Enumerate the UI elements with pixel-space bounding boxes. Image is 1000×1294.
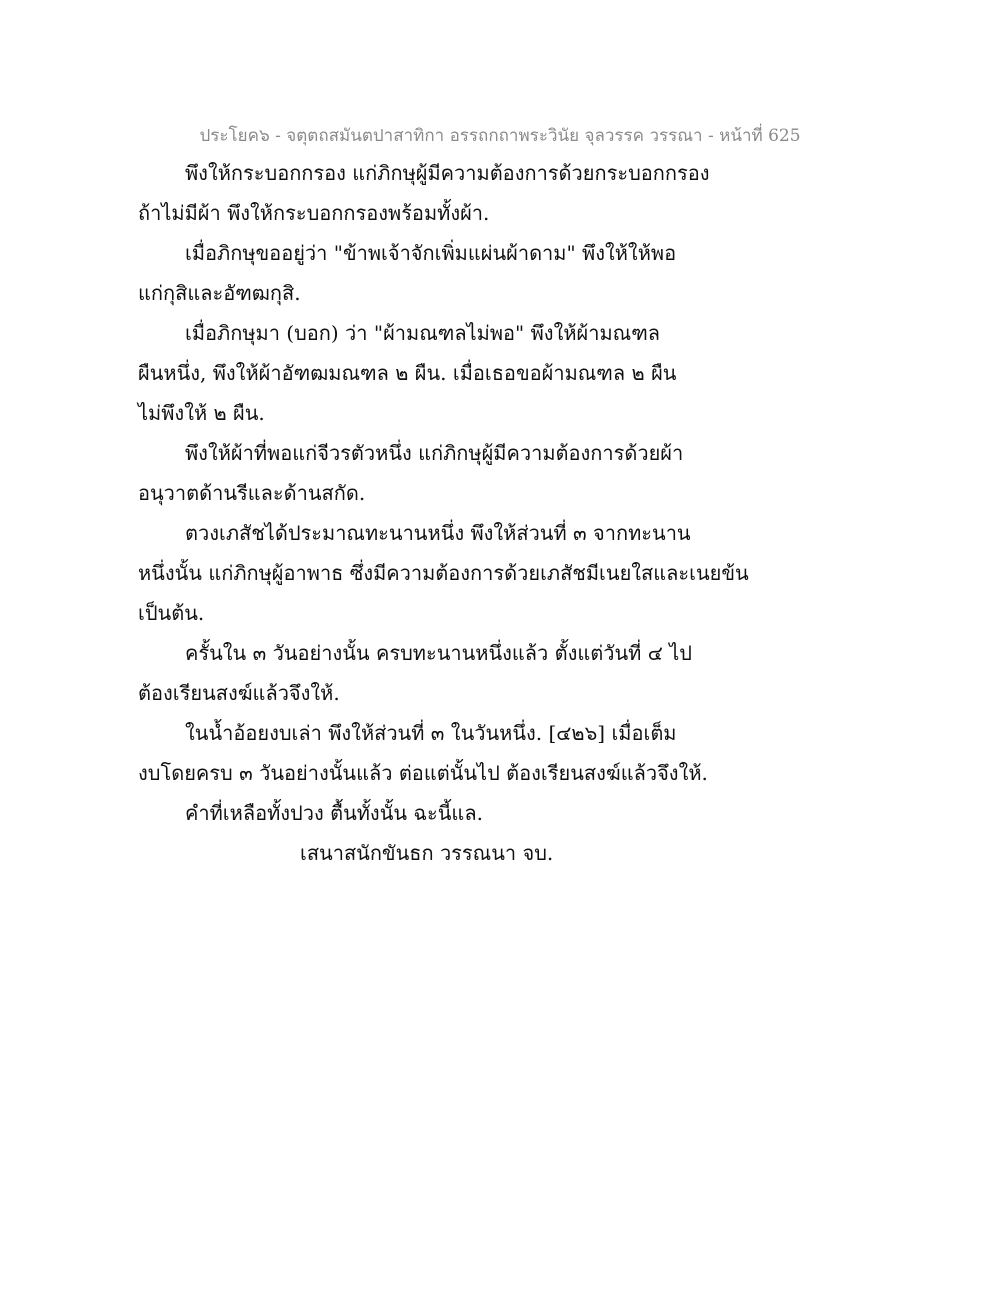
text-line: งบโดยครบ ๓ วันอย่างนั้นแล้ว ต่อแต่นั้นไป ต้องเรียนสงฆ์แล้วจึงให้. xyxy=(138,761,708,785)
text-line: อนุวาตด้านรีและด้านสกัด. xyxy=(138,481,366,505)
text-line: เมื่อภิกษุขออยู่ว่า "ข้าพเจ้าจักเพิ่มแผ่นผ้าดาม" พึงให้ให้พอ xyxy=(185,241,677,265)
text-line: พึงให้ผ้าที่พอแก่จีวรตัวหนึ่ง แก่ภิกษุผู้มีความต้องการด้วยผ้า xyxy=(185,441,684,465)
text-line: เป็นต้น. xyxy=(138,601,205,625)
text-line: ผืนหนึ่ง, พึงให้ผ้าอัฑฒมณฑล ๒ ผืน. เมื่อเธอขอผ้ามณฑล ๒ ผืน xyxy=(138,361,677,385)
text-line: พึงให้กระบอกกรอง แก่ภิกษุผู้มีความต้องการด้วยกระบอกกรอง xyxy=(185,161,710,185)
page-header: ประโยค๖ - จตุตถสมันตปาสาทิกา อรรถกถาพระวินัย จุลวรรค วรรณา - หน้าที่ 625 xyxy=(199,126,801,146)
section-end-line: เสนาสนักขันธก วรรณนา จบ. xyxy=(300,841,554,865)
text-line: หนึ่งนั้น แก่ภิกษุผู้อาพาธ ซึ่งมีความต้องการด้วยเภสัชมีเนยใสและเนยข้น xyxy=(138,561,749,585)
text-line: แก่กุสิและอัฑฒกุสิ. xyxy=(138,281,301,305)
text-line: ในน้ำอ้อยงบเล่า พึงให้ส่วนที่ ๓ ในวันหนึ่ง. [๔๒๖] เมื่อเต็ม xyxy=(185,721,677,745)
text-line: ตวงเภสัชได้ประมาณทะนานหนึ่ง พึงให้ส่วนที่ ๓ จากทะนาน xyxy=(185,521,691,545)
text-line: ถ้าไม่มีผ้า พึงให้กระบอกกรองพร้อมทั้งผ้า. xyxy=(138,201,490,225)
text-line: คำที่เหลือทั้งปวง ตื้นทั้งนั้น ฉะนี้แล. xyxy=(185,801,483,825)
text-line: เมื่อภิกษุมา (บอก) ว่า "ผ้ามณฑลไม่พอ" พึงให้ผ้ามณฑล xyxy=(185,321,661,345)
text-line: ไม่พึงให้ ๒ ผืน. xyxy=(138,401,265,425)
text-line: ครั้นใน ๓ วันอย่างนั้น ครบทะนานหนึ่งแล้ว ตั้งแต่วันที่ ๔ ไป xyxy=(185,641,692,665)
text-line: ต้องเรียนสงฆ์แล้วจึงให้. xyxy=(138,681,340,705)
